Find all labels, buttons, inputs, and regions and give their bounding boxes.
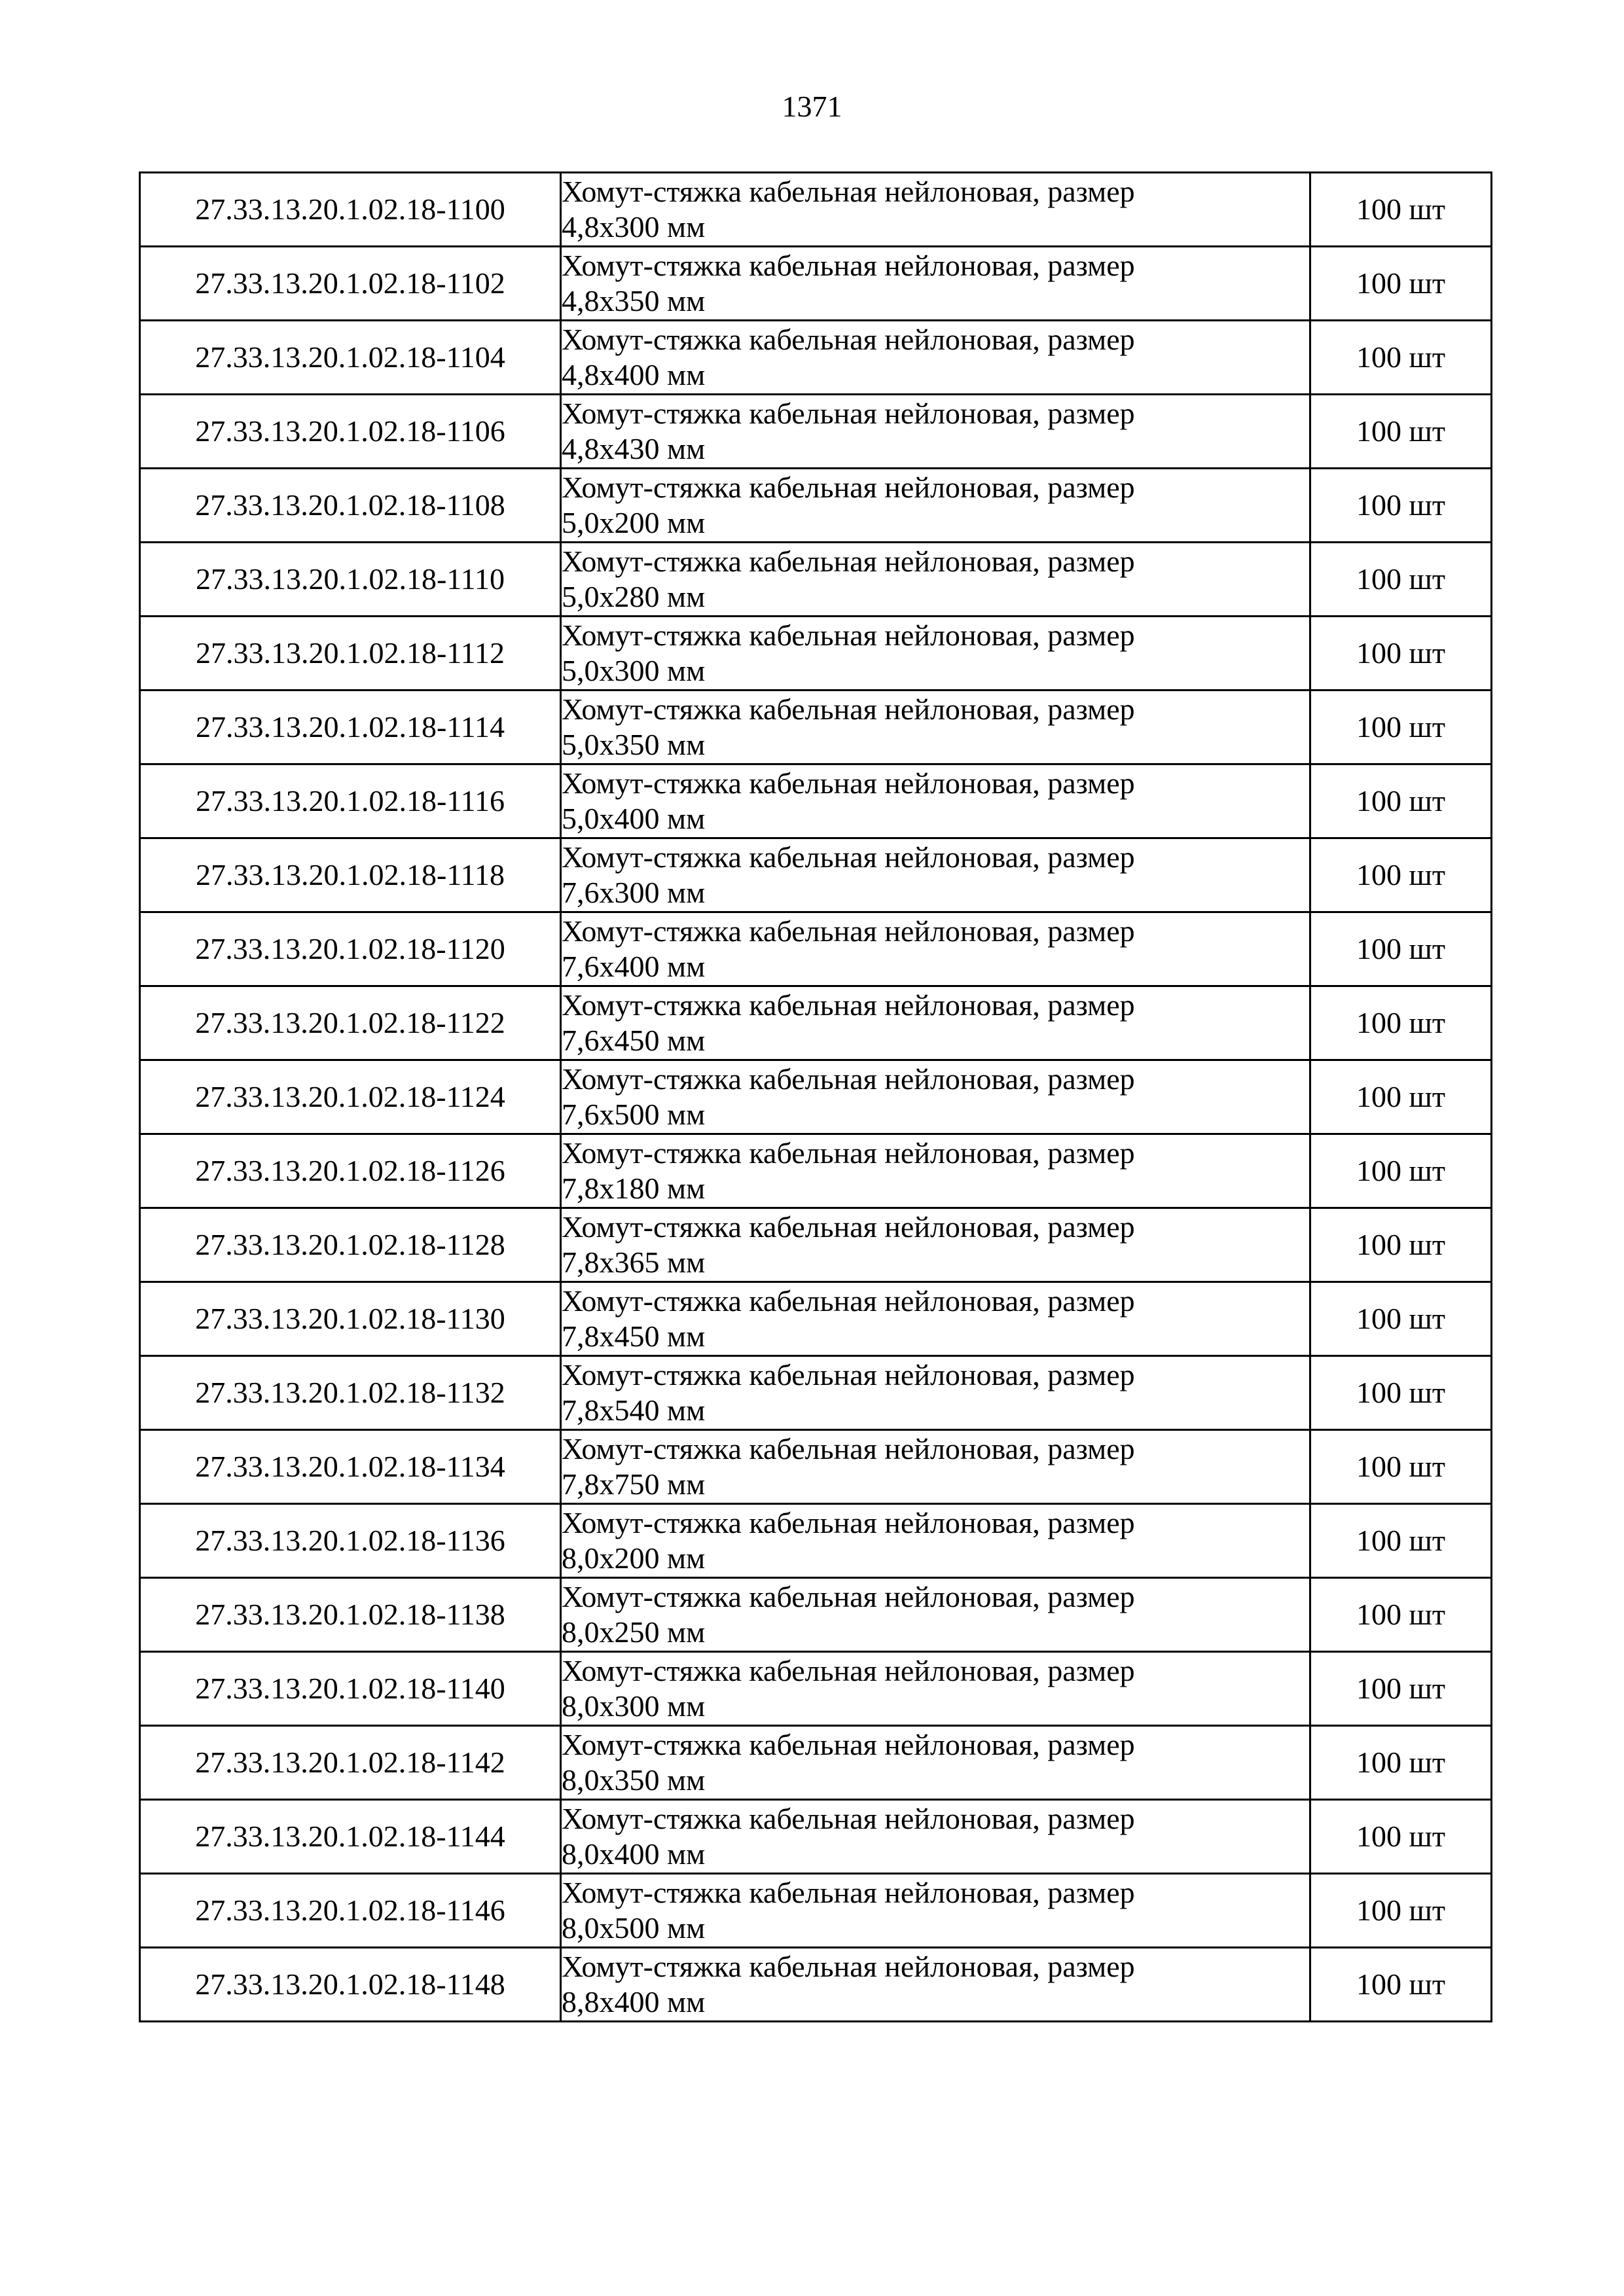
resource-name-line: Хомут-стяжка кабельная нейлоновая, размер [562, 397, 1135, 430]
resource-code-cell: 27.33.13.20.1.02.18-1120 [140, 912, 561, 986]
resource-name-cell [561, 247, 1310, 321]
table-row [140, 1060, 1492, 1134]
resource-size-line: 5,0x400 мм [562, 802, 706, 835]
resource-name-line: Хомут-стяжка кабельная нейлоновая, размер [562, 914, 1135, 948]
table-row [140, 1948, 1492, 2022]
table-row [140, 1652, 1492, 1726]
resource-name-cell [561, 1726, 1310, 1800]
resource-name-cell [561, 173, 1310, 247]
unit-cell: 100 шт [1310, 543, 1492, 617]
table-row [140, 1356, 1492, 1430]
resource-name-line: Хомут-стяжка кабельная нейлоновая, размер [562, 1654, 1135, 1687]
resource-size-line: 7,6x450 мм [562, 1024, 706, 1057]
resource-code-cell: 27.33.13.20.1.02.18-1104 [140, 321, 561, 395]
resource-code-cell: 27.33.13.20.1.02.18-1132 [140, 1356, 561, 1430]
resource-name-line: Хомут-стяжка кабельная нейлоновая, размер [562, 249, 1135, 282]
resource-name-cell [561, 1874, 1310, 1948]
resource-name-cell [561, 1504, 1310, 1578]
resource-size-line: 7,6x500 мм [562, 1098, 706, 1131]
resource-size-line: 7,6x300 мм [562, 876, 706, 909]
resource-size-line: 8,0x200 мм [562, 1541, 706, 1575]
unit-cell: 100 шт [1310, 691, 1492, 764]
resource-name-cell [561, 1800, 1310, 1874]
table-row [140, 469, 1492, 543]
table-row [140, 173, 1492, 247]
unit-cell: 100 шт [1310, 912, 1492, 986]
resource-name-line: Хомут-стяжка кабельная нейлоновая, размер [562, 1136, 1135, 1170]
unit-cell: 100 шт [1310, 838, 1492, 912]
table-row [140, 1504, 1492, 1578]
resource-name-line: Хомут-стяжка кабельная нейлоновая, размер [562, 1728, 1135, 1761]
resource-code-cell: 27.33.13.20.1.02.18-1112 [140, 617, 561, 691]
spec-table [139, 171, 1492, 2022]
table-row [140, 1874, 1492, 1948]
resource-name-cell [561, 912, 1310, 986]
resource-name-line: Хомут-стяжка кабельная нейлоновая, размер [562, 1210, 1135, 1244]
resource-size-line: 7,8x750 мм [562, 1467, 706, 1501]
resource-name-line: Хомут-стяжка кабельная нейлоновая, размер [562, 766, 1135, 800]
resource-code-cell: 27.33.13.20.1.02.18-1144 [140, 1800, 561, 1874]
table-row [140, 691, 1492, 764]
resource-code-cell: 27.33.13.20.1.02.18-1118 [140, 838, 561, 912]
resource-size-line: 8,0x400 мм [562, 1837, 706, 1871]
resource-name-cell [561, 395, 1310, 469]
resource-size-line: 7,8x450 мм [562, 1319, 706, 1353]
resource-size-line: 8,0x350 мм [562, 1763, 706, 1797]
unit-cell: 100 шт [1310, 1356, 1492, 1430]
resource-name-cell [561, 691, 1310, 764]
table-row [140, 247, 1492, 321]
resource-code-cell: 27.33.13.20.1.02.18-1108 [140, 469, 561, 543]
resource-code-cell: 27.33.13.20.1.02.18-1110 [140, 543, 561, 617]
resource-name-cell [561, 1208, 1310, 1282]
unit-cell: 100 шт [1310, 1874, 1492, 1948]
resource-code-cell: 27.33.13.20.1.02.18-1102 [140, 247, 561, 321]
resource-name-cell [561, 838, 1310, 912]
resource-name-line: Хомут-стяжка кабельная нейлоновая, размер [562, 175, 1135, 208]
table-row [140, 1578, 1492, 1652]
resource-name-line: Хомут-стяжка кабельная нейлоновая, размер [562, 619, 1135, 652]
resource-size-line: 5,0x280 мм [562, 580, 706, 613]
resource-name-line: Хомут-стяжка кабельная нейлоновая, размер [562, 1580, 1135, 1613]
resource-code-cell: 27.33.13.20.1.02.18-1130 [140, 1282, 561, 1356]
resource-name-line: Хомут-стяжка кабельная нейлоновая, размер [562, 1432, 1135, 1465]
resource-size-line: 8,0x500 мм [562, 1911, 706, 1945]
unit-cell: 100 шт [1310, 764, 1492, 838]
resource-code-cell: 27.33.13.20.1.02.18-1148 [140, 1948, 561, 2022]
unit-cell: 100 шт [1310, 1430, 1492, 1504]
resource-name-cell [561, 986, 1310, 1060]
resource-code-cell: 27.33.13.20.1.02.18-1128 [140, 1208, 561, 1282]
resource-code-cell: 27.33.13.20.1.02.18-1100 [140, 173, 561, 247]
resource-name-cell [561, 1578, 1310, 1652]
unit-cell: 100 шт [1310, 1282, 1492, 1356]
resource-code-cell: 27.33.13.20.1.02.18-1116 [140, 764, 561, 838]
table-row [140, 1430, 1492, 1504]
resource-code-cell: 27.33.13.20.1.02.18-1126 [140, 1134, 561, 1208]
unit-cell: 100 шт [1310, 1726, 1492, 1800]
unit-cell: 100 шт [1310, 321, 1492, 395]
resource-name-line: Хомут-стяжка кабельная нейлоновая, размер [562, 1284, 1135, 1318]
unit-cell: 100 шт [1310, 1208, 1492, 1282]
table-row [140, 838, 1492, 912]
resource-name-line: Хомут-стяжка кабельная нейлоновая, размер [562, 1950, 1135, 1983]
table-row [140, 395, 1492, 469]
resource-name-cell [561, 1282, 1310, 1356]
resource-code-cell: 27.33.13.20.1.02.18-1138 [140, 1578, 561, 1652]
resource-code-cell: 27.33.13.20.1.02.18-1106 [140, 395, 561, 469]
table-body [140, 173, 1492, 2022]
page-number: 1371 [782, 90, 842, 123]
resource-size-line: 7,6x400 мм [562, 950, 706, 983]
resource-name-cell [561, 1430, 1310, 1504]
table-row [140, 1726, 1492, 1800]
resource-code-cell: 27.33.13.20.1.02.18-1146 [140, 1874, 561, 1948]
table-row [140, 1134, 1492, 1208]
table-row [140, 321, 1492, 395]
resource-name-line: Хомут-стяжка кабельная нейлоновая, размер [562, 545, 1135, 578]
unit-cell: 100 шт [1310, 1060, 1492, 1134]
unit-cell: 100 шт [1310, 1800, 1492, 1874]
unit-cell: 100 шт [1310, 617, 1492, 691]
resource-name-line: Хомут-стяжка кабельная нейлоновая, размер [562, 471, 1135, 504]
resource-name-cell [561, 1652, 1310, 1726]
table-row [140, 764, 1492, 838]
resource-code-cell: 27.33.13.20.1.02.18-1140 [140, 1652, 561, 1726]
resource-name-line: Хомут-стяжка кабельная нейлоновая, размер [562, 1876, 1135, 1909]
resource-size-line: 5,0x350 мм [562, 728, 706, 761]
unit-cell: 100 шт [1310, 247, 1492, 321]
unit-cell: 100 шт [1310, 1504, 1492, 1578]
resource-name-line: Хомут-стяжка кабельная нейлоновая, размер [562, 988, 1135, 1022]
resource-name-cell [561, 1134, 1310, 1208]
resource-name-cell [561, 1060, 1310, 1134]
resource-name-cell [561, 469, 1310, 543]
resource-name-line: Хомут-стяжка кабельная нейлоновая, размер [562, 692, 1135, 726]
resource-size-line: 5,0x300 мм [562, 654, 706, 687]
resource-name-cell [561, 321, 1310, 395]
resource-name-cell [561, 1948, 1310, 2022]
unit-cell: 100 шт [1310, 1948, 1492, 2022]
resource-name-line: Хомут-стяжка кабельная нейлоновая, размер [562, 1506, 1135, 1539]
resource-name-line: Хомут-стяжка кабельная нейлоновая, размер [562, 323, 1135, 356]
resource-size-line: 7,8x180 мм [562, 1172, 706, 1205]
unit-cell: 100 шт [1310, 986, 1492, 1060]
unit-cell: 100 шт [1310, 469, 1492, 543]
resource-code-cell: 27.33.13.20.1.02.18-1136 [140, 1504, 561, 1578]
resource-size-line: 8,0x300 мм [562, 1689, 706, 1723]
resource-size-line: 7,8x540 мм [562, 1393, 706, 1427]
resource-name-cell [561, 617, 1310, 691]
table-row [140, 912, 1492, 986]
resource-size-line: 7,8x365 мм [562, 1246, 706, 1279]
unit-cell: 100 шт [1310, 1652, 1492, 1726]
table-row [140, 1282, 1492, 1356]
resource-name-line: Хомут-стяжка кабельная нейлоновая, размер [562, 1802, 1135, 1835]
unit-cell: 100 шт [1310, 395, 1492, 469]
resource-size-line: 4,8x430 мм [562, 432, 706, 465]
resource-size-line: 4,8x300 мм [562, 210, 706, 243]
table-row [140, 986, 1492, 1060]
resource-size-line: 8,0x250 мм [562, 1615, 706, 1649]
resource-size-line: 4,8x400 мм [562, 358, 706, 391]
table-row [140, 543, 1492, 617]
resource-size-line: 8,8x400 мм [562, 1985, 706, 2018]
unit-cell: 100 шт [1310, 1134, 1492, 1208]
unit-cell: 100 шт [1310, 1578, 1492, 1652]
table-row [140, 1800, 1492, 1874]
resource-code-cell: 27.33.13.20.1.02.18-1124 [140, 1060, 561, 1134]
resource-size-line: 4,8x350 мм [562, 284, 706, 317]
resource-name-line: Хомут-стяжка кабельная нейлоновая, размер [562, 840, 1135, 874]
table-row [140, 617, 1492, 691]
resource-name-cell [561, 543, 1310, 617]
resource-size-line: 5,0x200 мм [562, 506, 706, 539]
resource-name-line: Хомут-стяжка кабельная нейлоновая, размер [562, 1062, 1135, 1096]
resource-name-cell [561, 1356, 1310, 1430]
resource-code-cell: 27.33.13.20.1.02.18-1142 [140, 1726, 561, 1800]
unit-cell: 100 шт [1310, 173, 1492, 247]
resource-name-line: Хомут-стяжка кабельная нейлоновая, размер [562, 1358, 1135, 1391]
resource-code-cell: 27.33.13.20.1.02.18-1122 [140, 986, 561, 1060]
resource-code-cell: 27.33.13.20.1.02.18-1134 [140, 1430, 561, 1504]
resource-name-cell [561, 764, 1310, 838]
resource-code-cell: 27.33.13.20.1.02.18-1114 [140, 691, 561, 764]
table-row [140, 1208, 1492, 1282]
